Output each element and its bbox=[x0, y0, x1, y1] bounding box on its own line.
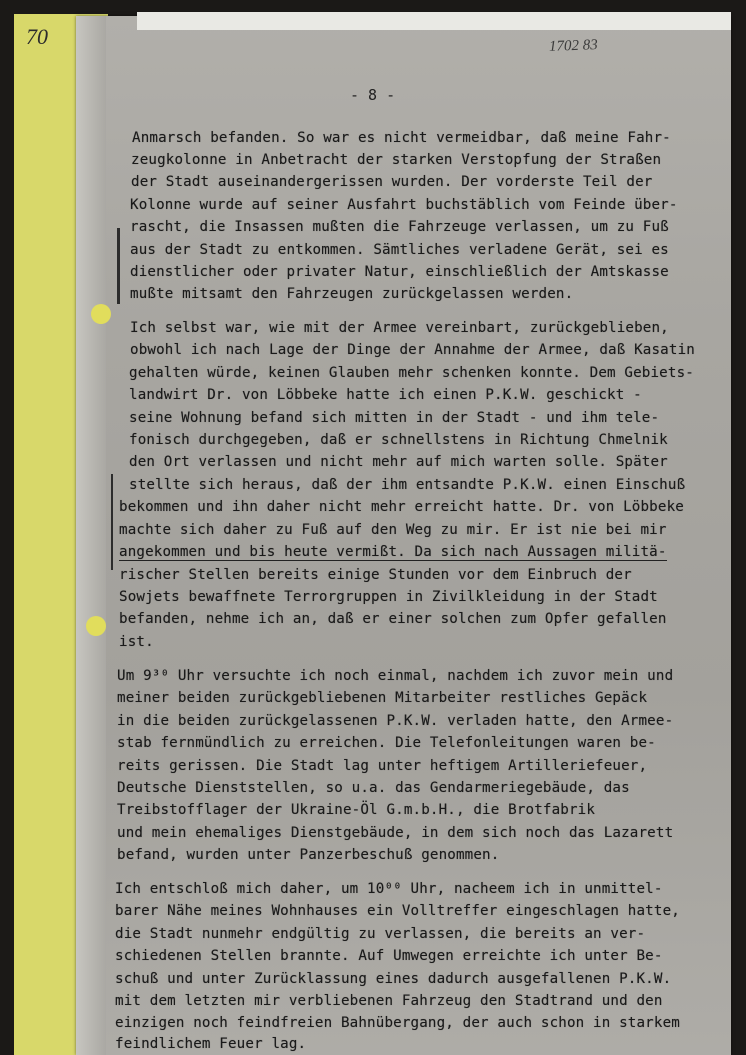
text-line: dienstlicher oder privater Natur, einschließlich der Amtskasse bbox=[130, 264, 669, 280]
text-line: Ich selbst war, wie mit der Armee vereinbart, zurückgeblieben, bbox=[130, 320, 669, 336]
text-line: mit dem letzten mir verbliebenen Fahrzeug den Stadtrand und den bbox=[115, 993, 663, 1009]
text-line: aus der Stadt zu entkommen. Sämtliches verladene Gerät, sei es bbox=[130, 242, 669, 258]
folder-tab-number: 70 bbox=[26, 24, 48, 49]
text-line: fonisch durchgegeben, daß er schnellstens in Richtung Chmelnik bbox=[129, 432, 668, 448]
margin-mark-upper bbox=[117, 228, 120, 304]
text-line: machte sich daher zu Fuß auf den Weg zu mir. Er ist nie bei mir bbox=[119, 522, 667, 538]
text-line: schuß und unter Zurücklassung eines dadurch ausgefallenen P.K.W. bbox=[115, 971, 672, 987]
text-line: in die beiden zurückgelassenen P.K.W. verladen hatte, den Armee- bbox=[117, 713, 674, 729]
text-line: rascht, die Insassen mußten die Fahrzeuge verlassen, um zu Fuß bbox=[130, 219, 669, 235]
text-line: meiner beiden zurückgebliebenen Mitarbeiter restliches Gepäck bbox=[117, 690, 648, 706]
text-line: gehalten würde, keinen Glauben mehr schenken konnte. Dem Gebiets- bbox=[129, 365, 694, 381]
text-line: seine Wohnung befand sich mitten in der Stadt - und ihm tele- bbox=[129, 410, 660, 426]
text-line: landwirt Dr. von Löbbeke hatte ich einen P.K.W. geschickt - bbox=[129, 387, 642, 403]
text-line: stellte sich heraus, daß der ihm entsandte P.K.W. einen Einschuß bbox=[129, 477, 686, 493]
text-line: rischer Stellen bereits einige Stunden vor dem Einbruch der bbox=[119, 567, 632, 583]
page-edge-shadow bbox=[76, 16, 106, 1055]
text-line: schiedenen Stellen brannte. Auf Umwegen erreichte ich unter Be- bbox=[115, 948, 663, 964]
page-number: - 8 - bbox=[350, 86, 396, 104]
punch-hole-top bbox=[91, 304, 111, 324]
punch-hole-bottom bbox=[86, 616, 106, 636]
text-line: Deutsche Dienststellen, so u.a. das Gendarmeriegebäude, das bbox=[117, 780, 630, 796]
page-top-strip bbox=[137, 12, 731, 30]
text-line: feindlichem Feuer lag. bbox=[115, 1036, 307, 1052]
text-line: Anmarsch befanden. So war es nicht vermeidbar, daß meine Fahr- bbox=[132, 130, 671, 146]
text-line: stab fernmündlich zu erreichen. Die Telefonleitungen waren be- bbox=[117, 735, 656, 751]
text-line: den Ort verlassen und nicht mehr auf mich warten solle. Später bbox=[129, 454, 668, 470]
text-line: zeugkolonne in Anbetracht der starken Verstopfung der Straßen bbox=[131, 152, 662, 168]
archive-number: 1702 83 bbox=[548, 37, 598, 55]
text-line: obwohl ich nach Lage der Dinge der Annahme der Armee, daß Kasatin bbox=[130, 342, 695, 358]
text-line: barer Nähe meines Wohnhauses ein Volltreffer eingeschlagen hatte, bbox=[115, 903, 680, 919]
text-line: Um 9³⁰ Uhr versuchte ich noch einmal, nachdem ich zuvor mein und bbox=[117, 668, 674, 684]
text-line: ist. bbox=[119, 634, 154, 650]
margin-mark-lower bbox=[111, 474, 113, 570]
text-line: befanden, nehme ich an, daß er einer solchen zum Opfer gefallen bbox=[119, 611, 667, 627]
text-line-underlined: angekommen und bis heute vermißt. Da sich nach Aussagen militä- bbox=[119, 544, 667, 560]
text-line: mußte mitsamt den Fahrzeugen zurückgelassen werden. bbox=[130, 286, 574, 302]
text-line: reits gerissen. Die Stadt lag unter heftigem Artilleriefeuer, bbox=[117, 758, 648, 774]
text-line: bekommen und ihn daher nicht mehr erreicht hatte. Dr. von Löbbeke bbox=[119, 499, 684, 515]
text-line: die Stadt nunmehr endgültig zu verlassen, die bereits an ver- bbox=[115, 926, 646, 942]
text-line: Treibstofflager der Ukraine-Öl G.m.b.H., die Brotfabrik bbox=[117, 802, 596, 818]
text-line: Ich entschloß mich daher, um 10⁰⁰ Uhr, nacheem ich in unmittel- bbox=[115, 881, 663, 897]
text-line: einzigen noch feindfreien Bahnübergang, der auch schon in starkem bbox=[115, 1015, 680, 1031]
text-line: und mein ehemaliges Dienstgebäude, in dem sich noch das Lazarett bbox=[117, 825, 674, 841]
text-line: befand, wurden unter Panzerbeschuß genommen. bbox=[117, 847, 500, 863]
text-line: Kolonne wurde auf seiner Ausfahrt buchstäblich vom Feinde über- bbox=[130, 197, 678, 213]
text-line: der Stadt auseinandergerissen wurden. Der vorderste Teil der bbox=[131, 174, 653, 190]
text-line: Sowjets bewaffnete Terrorgruppen in Zivilkleidung in der Stadt bbox=[119, 589, 658, 605]
